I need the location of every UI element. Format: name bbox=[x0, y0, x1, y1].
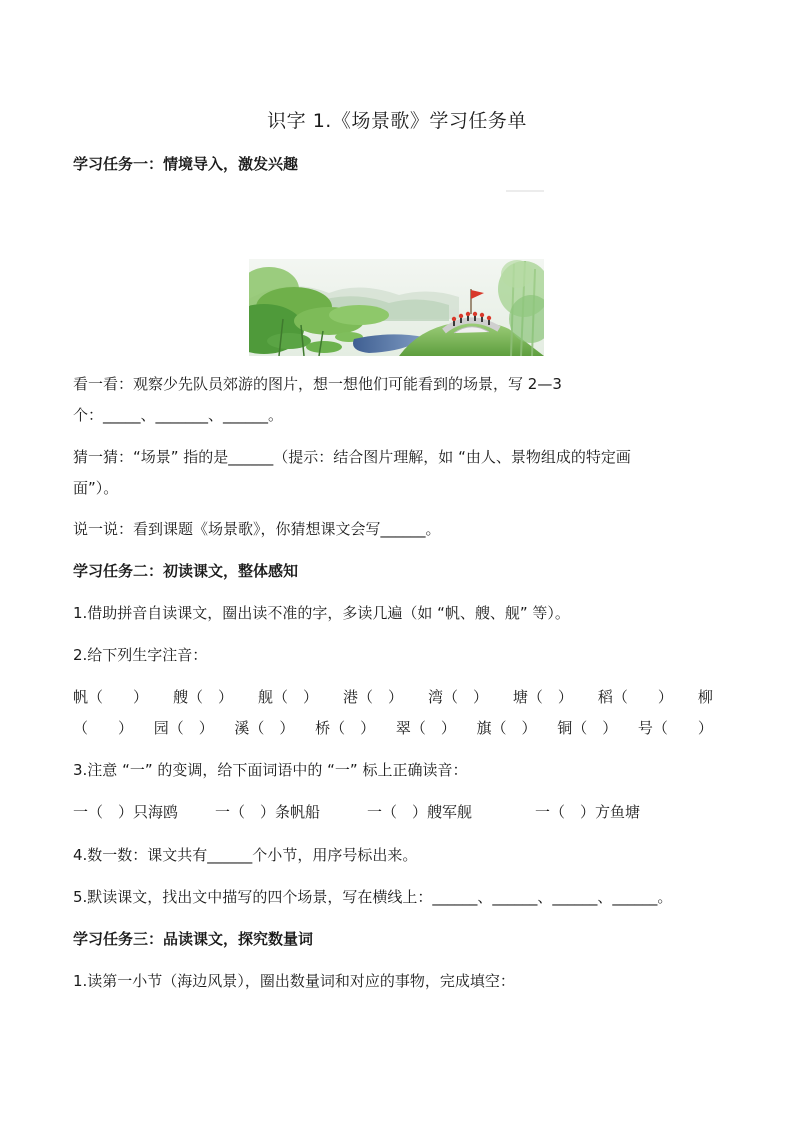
page-title: 识字 1.《场景歌》学习任务单 bbox=[267, 110, 527, 132]
task2-item4: 4.数一数：课文共有______个小节，用序号标出来。 bbox=[73, 846, 418, 864]
yi-item: 一（ ）艘军舰 bbox=[367, 803, 473, 821]
task2-item1: 1.借助拼音自读课文，圈出读不准的字，多读几遍（如 “帆、艘、舰” 等）。 bbox=[73, 604, 570, 622]
say-prompt: 说一说：看到课题《场景歌》，你猜想课文会写______。 bbox=[73, 520, 441, 538]
yi-item: 一（ ）条帆船 bbox=[215, 803, 321, 821]
pinyin-item: 港（ ） bbox=[342, 688, 403, 706]
task2-heading: 学习任务二：初读课文，整体感知 bbox=[73, 562, 299, 580]
yi-item: 一（ ）方鱼塘 bbox=[535, 803, 641, 821]
faint-mark bbox=[506, 190, 544, 192]
pinyin-item: 湾（ ） bbox=[427, 688, 488, 706]
pinyin-item: （ ） bbox=[73, 719, 134, 737]
pinyin-item: 塘（ ） bbox=[512, 688, 573, 706]
yi-item: 一（ ）只海鸥 bbox=[73, 803, 179, 821]
task2-item5: 5.默读课文，找出文中描写的四个场景，写在横线上：______、______、______、______。 bbox=[73, 888, 673, 906]
pinyin-item: 桥（ ） bbox=[315, 719, 376, 737]
guess-prompt-line1: 猜一猜：“场景” 指的是______（提示：结合图片理解，如 “由人、景物组成的特定画 bbox=[73, 448, 631, 466]
task3-heading: 学习任务三：品读课文，探究数量词 bbox=[73, 930, 314, 948]
outing-illustration-svg bbox=[249, 259, 544, 356]
outing-illustration bbox=[249, 259, 544, 356]
guess-prompt-line2: 面”）。 bbox=[73, 479, 119, 497]
pinyin-item: 柳 bbox=[697, 688, 713, 706]
pinyin-item: 园（ ） bbox=[153, 719, 214, 737]
pinyin-row-1 bbox=[73, 687, 713, 707]
pinyin-item: 艘（ ） bbox=[172, 688, 233, 706]
task2-item3: 3.注意 “一” 的变调，给下面词语中的 “一” 标上正确读音： bbox=[73, 761, 468, 779]
look-prompt-line2: 个：_____、_______、______。 bbox=[73, 406, 284, 424]
task1-heading: 学习任务一：情境导入，激发兴趣 bbox=[73, 155, 299, 173]
task3-item1: 1.读第一小节（海边风景），圈出数量词和对应的事物，完成填空： bbox=[73, 972, 515, 990]
pinyin-row-2 bbox=[73, 718, 713, 738]
pinyin-item: 旗（ ） bbox=[476, 719, 537, 737]
task2-item2: 2.给下列生字注音： bbox=[73, 646, 208, 664]
pinyin-item: 帆（ ） bbox=[73, 688, 149, 706]
pinyin-item: 舰（ ） bbox=[257, 688, 318, 706]
pinyin-item: 号（ ） bbox=[637, 719, 713, 737]
pinyin-item: 铜（ ） bbox=[557, 719, 618, 737]
pinyin-item: 溪（ ） bbox=[234, 719, 295, 737]
pinyin-item: 稻（ ） bbox=[597, 688, 673, 706]
look-prompt-line1: 看一看：观察少先队员郊游的图片，想一想他们可能看到的场景，写 2—3 bbox=[73, 375, 562, 393]
pinyin-item: 翠（ ） bbox=[395, 719, 456, 737]
